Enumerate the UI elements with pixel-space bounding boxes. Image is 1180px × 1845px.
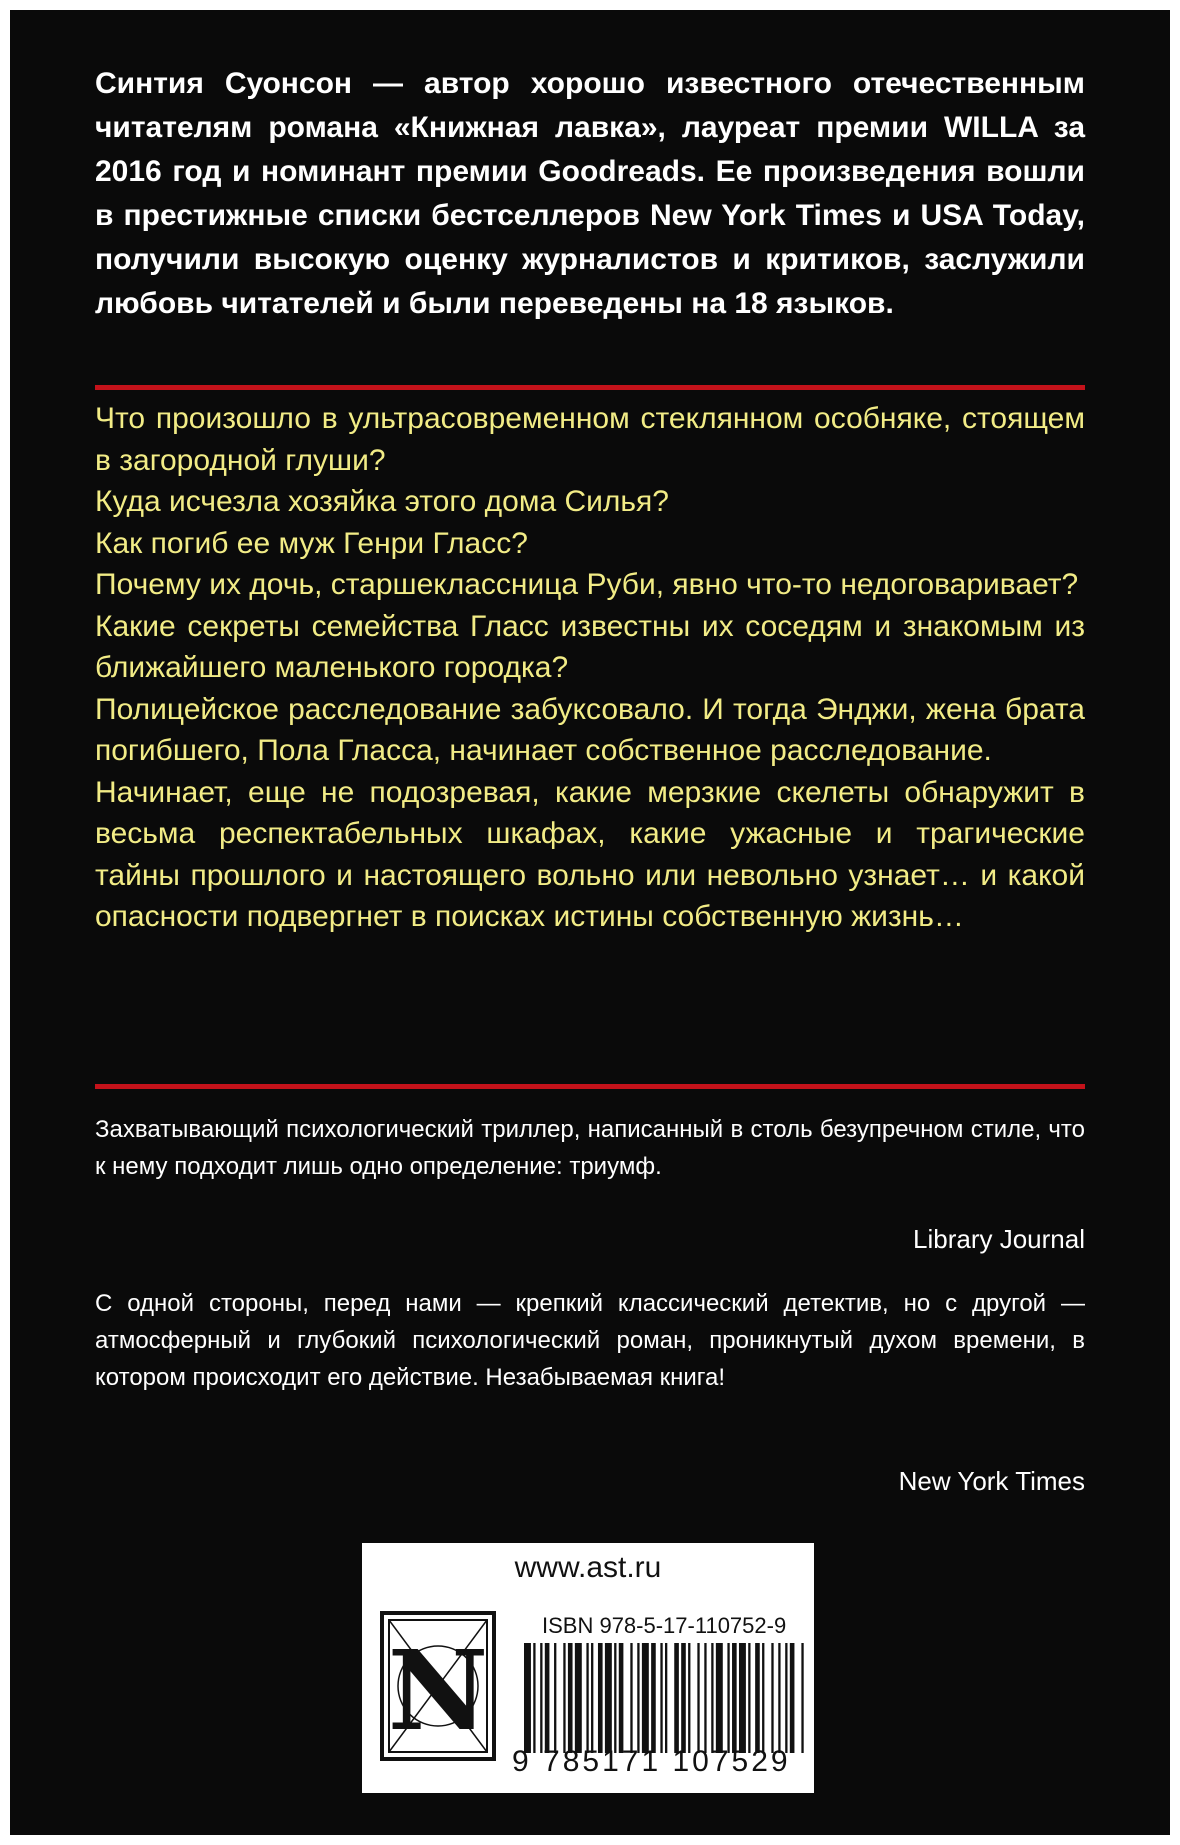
barcode-bar	[614, 1643, 616, 1753]
barcode-bar	[790, 1643, 795, 1753]
synopsis	[95, 398, 1085, 938]
barcode-bar	[674, 1643, 679, 1753]
review-quote-1	[95, 1111, 1085, 1185]
barcode-bar	[568, 1643, 573, 1753]
barcode-bar	[778, 1643, 780, 1753]
barcode-panel	[362, 1543, 814, 1793]
barcode-bar	[739, 1643, 746, 1753]
synopsis-paragraph: Куда исчезла хозяйка этого дома Силья?	[95, 485, 669, 518]
barcode-bar	[524, 1643, 531, 1753]
barcode-bar	[619, 1643, 624, 1753]
review-quote-2	[95, 1285, 1085, 1396]
barcode-bar	[630, 1643, 632, 1753]
synopsis-paragraph: Что произошло в ультрасовременном стеклянном особняке, стоящем в загородной глуши?	[95, 402, 1085, 477]
barcode-bar	[716, 1643, 723, 1753]
synopsis-paragraph: Какие секреты семейства Гласс известны их соседям и знакомым из ближайшего маленького городка?	[95, 609, 1085, 684]
barcode-bar	[651, 1643, 656, 1753]
barcode-bar	[563, 1643, 565, 1753]
barcode-bar	[727, 1643, 729, 1753]
barcode-bar	[688, 1643, 690, 1753]
barcode-bar	[660, 1643, 662, 1753]
red-divider-bottom	[95, 1084, 1085, 1089]
barcode-bar	[545, 1643, 550, 1753]
barcode-bar	[762, 1643, 764, 1753]
isbn-number: ISBN 978-5-17-110752-9	[542, 1613, 787, 1638]
barcode-bar	[533, 1643, 535, 1753]
barcode-bar	[711, 1643, 713, 1753]
barcode-bar	[748, 1643, 750, 1753]
website-url: www.ast.ru	[514, 1551, 662, 1584]
review-source-2: New York Times	[898, 1466, 1085, 1496]
review-source-1: Library Journal	[913, 1224, 1085, 1254]
barcode-bar	[704, 1643, 706, 1753]
barcode-bars	[524, 1643, 806, 1753]
synopsis-paragraph: Начинает, еще не подозревая, какие мерзкие скелеты обнаружит в весьма респектабельных шкафах, какие ужасные и трагические тайны прошлого и настоящего вольно или невольно узнает… и какой опасности подвергнет в поисках истины собственную жизнь…	[95, 775, 1085, 933]
barcode-bar	[771, 1643, 773, 1753]
red-divider-top	[95, 385, 1085, 390]
review-text: Захватывающий психологический триллер, написанный в столь безупречном стиле, что к нему подходит лишь одно определение: триумф.	[95, 1116, 1085, 1180]
publisher-logo-icon	[380, 1611, 496, 1761]
barcode-digits: 9 785171 107529	[512, 1745, 791, 1778]
barcode-bar	[554, 1643, 556, 1753]
barcode-bar	[697, 1643, 699, 1753]
barcode-bar	[575, 1643, 582, 1753]
barcode-bar	[605, 1643, 612, 1753]
barcode-bar	[785, 1643, 787, 1753]
synopsis-paragraph: Почему их дочь, старшеклассница Руби, явно что-то недоговаривает?	[95, 568, 1079, 601]
barcode-bar	[665, 1643, 667, 1753]
barcode-bar	[598, 1643, 603, 1753]
barcode-bar	[637, 1643, 639, 1753]
logo-letter: N	[387, 1626, 489, 1755]
barcode-bar	[755, 1643, 760, 1753]
synopsis-paragraph: Как погиб ее муж Генри Гласс?	[95, 526, 528, 560]
barcode-bar	[681, 1643, 686, 1753]
barcode-bar	[591, 1643, 593, 1753]
author-bio: Синтия Суонсон — автор хорошо известного отечественным читателям романа «Книжная лавка», лауреат премии WILLA за 2016 год и номинант премии Goodreads. Ее произведения вошли в престижные списки бестселлеров New York Times и USA Today, получили высокую оценку журналистов и критиков, заслужили любовь читателей и были переведены на 18 языков.	[95, 67, 1085, 320]
barcode-bar	[732, 1643, 737, 1753]
barcode-bar	[801, 1643, 803, 1753]
barcode-bar	[540, 1643, 542, 1753]
review-text: С одной стороны, перед нами — крепкий классический детектив, но с другой — атмосферный и глубокий психологический роман, проникнутый духом времени, в котором происходит его действие. Незабываемая книга!	[95, 1290, 1085, 1391]
barcode-bar	[586, 1643, 588, 1753]
barcode-bar	[642, 1643, 649, 1753]
synopsis-paragraph: Полицейское расследование забуксовало. И тогда Энджи, жена брата погибшего, Пола Гласса, начинает собственное расследование.	[95, 692, 1085, 767]
